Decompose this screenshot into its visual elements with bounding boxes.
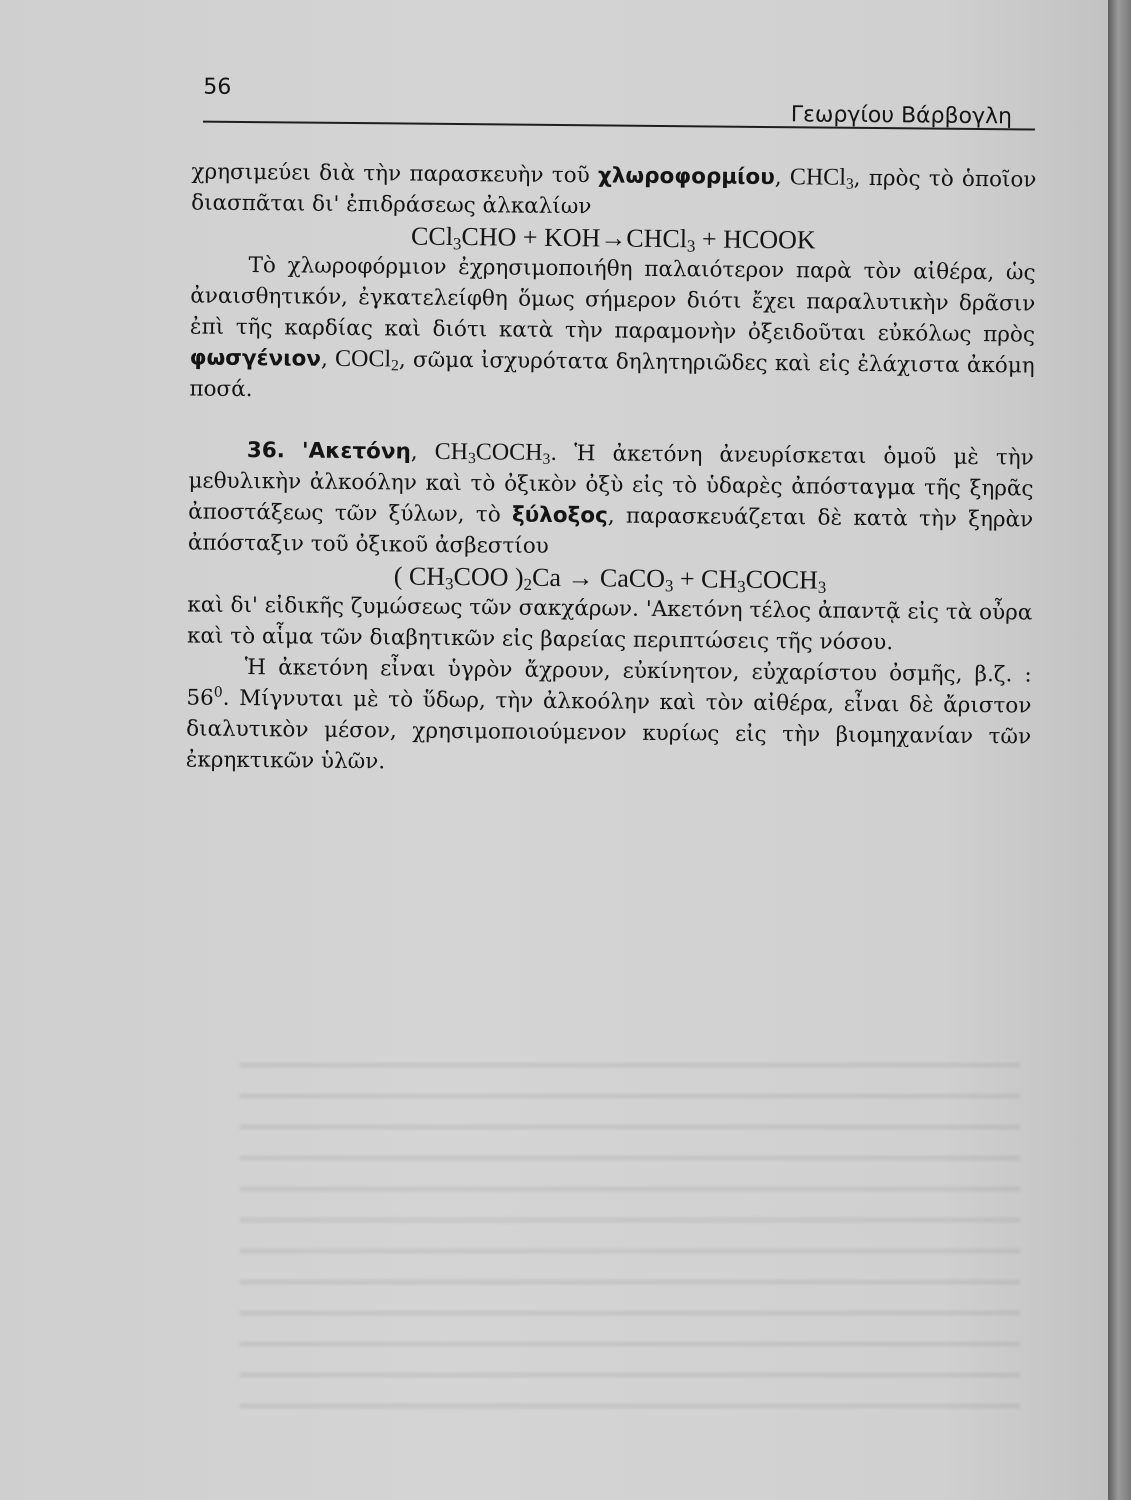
text-span: , σῶμα ἰσχυρότατα δηλητηριῶδες καὶ εἰς ἐλάχιστα ἀκόμη ποσά.: [189, 347, 1035, 403]
formula-subscript: 3: [817, 577, 827, 597]
formula-part: CHCl: [789, 164, 847, 191]
running-head-author: Γεωργίου Βάρβογλη: [790, 102, 1013, 130]
formula-subscript: 2: [523, 574, 533, 594]
formula-subscript: 3: [452, 234, 462, 254]
formula-subscript: 3: [737, 576, 746, 597]
term-chloroform: χλωροφορμίου: [597, 163, 775, 191]
formula-subscript: 3: [542, 450, 551, 468]
formula-subscript: 3: [467, 450, 476, 468]
text-span: . Ἡ ἀκετόνη ἀνευρίσκεται ὁμοῦ μὲ τὴν μεθυλικὴν ἀλκοόλην καὶ τὸ ὀξικὸν ὀξὺ εἰς τὸ ὑδαρὲς ἀπόσταγμα τῆς ξηρᾶς ἀποστάξεως τῶν ξύλων, τὸ: [188, 440, 1034, 528]
paragraph-chloroform-use: [191, 156, 1037, 226]
book-gutter-edge: [1108, 0, 1131, 1500]
formula-part: COO ): [453, 562, 524, 592]
text-span: Ἡ ἀκετόνη εἶναι ὑγρὸν ἄχρουν, εὐκίνητον, εὐχαρίστου ὀσμῆς, β.ζ. : 56: [186, 654, 1032, 711]
paragraph-acetone-fermentation: [187, 589, 1033, 659]
formula-subscript: 3: [444, 574, 454, 594]
formula-part: CH: [434, 438, 469, 466]
formula-part: Ca → CaCO: [531, 562, 666, 594]
degree-superscript: 0: [213, 684, 223, 701]
section-title: 'Ακετόνη: [301, 438, 411, 465]
formula-chcl3: [790, 164, 854, 191]
formula-cocl2: [335, 346, 399, 373]
term-phosgene: φωσγένιον: [189, 345, 322, 372]
text-span: . Μίγνυται μὲ τὸ ὕδωρ, τὴν ἀλκοόλην καὶ τὸν αἰθέρα, εἶναι δὲ ἄριστον διαλυτικὸν μέσον, χρησιμοποιούμενον κυρίως εἰς τὴν βιομηχανίαν τῶν ἐκρηκτικῶν ὑλῶν.: [185, 685, 1032, 775]
formula-part: COCl: [334, 345, 392, 373]
formula-acetone: [435, 439, 551, 466]
text-span: χρησιμεύει διὰ τὴν παρασκευὴν τοῦ: [191, 159, 599, 189]
formula-part: CCl: [410, 221, 454, 251]
formula-subscript: 3: [845, 175, 854, 193]
term-xyloxos: ξύλοξος: [511, 502, 608, 529]
text-span: Τὸ χλωροφόρμιον ἐχρησιμοποιήθη παλαιότερον παρὰ τὸν αἰθέρα, ὡς ἀναισθητικόν, ἐγκατελείφθη ὅμως σήμερον διότι ἔχει παραλυτικὴν δρᾶσιν ἐπὶ τῆς καρδίας καὶ διότι κατὰ τὴν παραμονὴν ὀξειδοῦται εὐκόλως πρὸς: [189, 253, 1036, 348]
formula-part: + CH: [673, 564, 738, 594]
formula-part: CHO + KOH→CHCl: [461, 222, 688, 254]
formula-part: COCH: [475, 439, 543, 466]
formula-part: ( CH: [393, 561, 446, 591]
body-text: [186, 156, 1037, 783]
formula-part: + HCOOK: [695, 224, 816, 255]
formula-subscript: 3: [686, 236, 696, 256]
formula-subscript: 3: [664, 576, 674, 596]
text-span: , πρὸς τὸ ὁποῖον διασπᾶται δι' ἐπιδράσεως ἀλκαλίων: [191, 165, 1037, 220]
text-span: ,: [410, 439, 435, 465]
section-number: 36.: [246, 438, 286, 464]
text-span: ,: [320, 346, 336, 372]
page-number: 56: [203, 74, 232, 100]
text-span: , παρασκευάζεται δὲ κατὰ τὴν ξηρὰν ἀπόσταξιν τοῦ ὀξικοῦ ἀσβεστίου: [187, 503, 1034, 559]
formula-subscript: 2: [390, 357, 399, 375]
text-span: καὶ δι' εἰδικῆς ζυμώσεως τῶν σακχάρων. 'Ακετόνη τέλος ἀπαντᾷ εἰς τὰ οὖρα καὶ τὸ αἷμα τῶν διαβητικῶν εἰς βαρείας περιπτώσεις τῆς νόσου.: [186, 592, 1033, 656]
formula-part: COCH: [745, 564, 819, 595]
paragraph-chloroform-history: [189, 249, 1035, 412]
section-acetone: [188, 434, 1034, 566]
paragraph-acetone-properties: [186, 651, 1032, 783]
text-span: ,: [774, 165, 791, 191]
